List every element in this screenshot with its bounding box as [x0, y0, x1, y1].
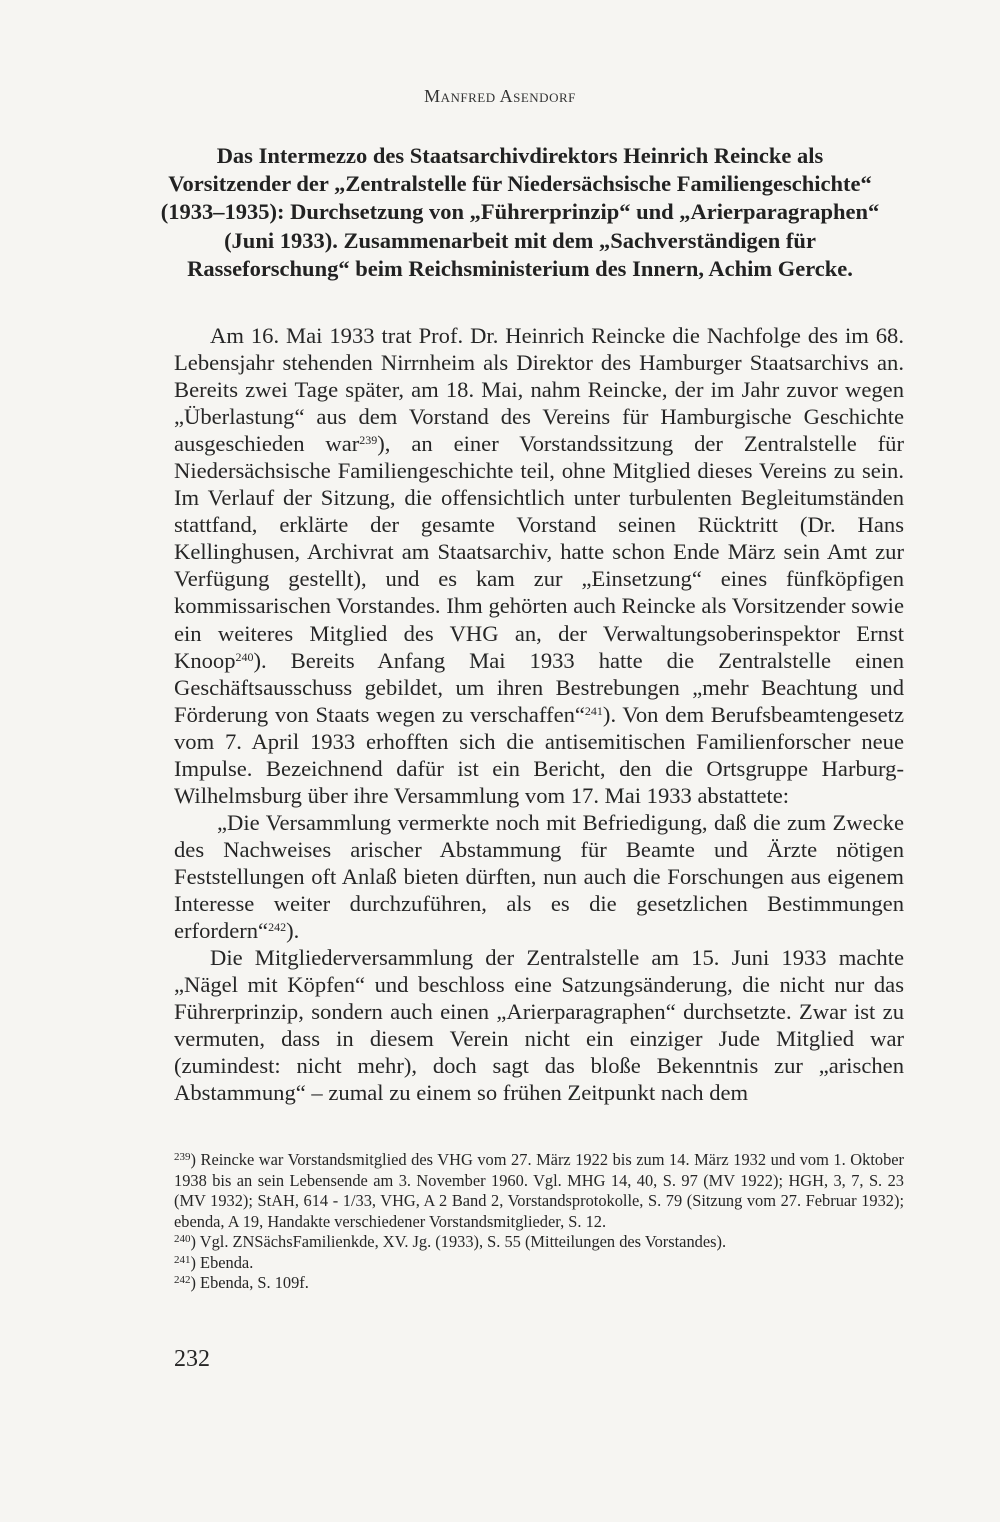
paragraph-text: ). Bereits Anfang Mai 1933 hatte die Zentralstelle einen Geschäftsausschuss gebildet, um ihren Bestrebungen „mehr Beachtung und Förderung von Staats wegen zu verschaffen“ [174, 647, 904, 727]
footnote-text: ) Reincke war Vorstandsmitglied des VHG vom 27. März 1922 bis zum 14. März 1932 und vom 1. Oktober 1938 bis an sein Lebensende am 3. November 1960. Vgl. MHG 14, 40, S. 97 (MV 1922); HGH, 3, 7, S. 23 (MV 1932); StAH, 614 - 1/33, VHG, A 2 Band 2, Vorstandsprotokolle, S. 79 (Sitzung vom 27. Februar 1932); ebenda, A 19, Handakte verschiedener Vorstandsmitglieder, S. 12. [174, 1150, 904, 1231]
paragraph-text: ). Von dem Berufsbeamtengesetz vom 7. April 1933 erhofften sich die antisemitischen Familienforscher neue Impulse. Bezeichnend dafür ist ein Bericht, den die Ortsgruppe Harburg-Wilhelmsburg über ihre Versammlung vom 17. Mai 1933 abstattete: [174, 701, 904, 808]
footnote-ref-242[interactable]: 242 [268, 920, 287, 935]
footnote-text: ) Vgl. ZNSächsFamilienkde, XV. Jg. (1933), S. 55 (Mitteilungen des Vorstandes). [190, 1232, 727, 1251]
footnotes [174, 1150, 904, 1294]
paragraph-2: Die Mitgliederversammlung der Zentralstelle am 15. Juni 1933 machte „Nägel mit Köpfen“ und beschloss eine Satzungsänderung, die nicht nur das Führerprinzip, sondern auch einen „Arierparagraphen“ durchsetzte. Zwar ist zu vermuten, dass in diesem Verein nicht ein einziger Jude Mitglied war (zumindest: nicht mehr), doch sagt das bloße Bekenntnis zur „arischen Abstammung“ – zumal zu einem so frühen Zeitpunkt nach dem [174, 945, 904, 1106]
body-text [174, 322, 904, 1106]
running-head: Manfred Asendorf [424, 86, 576, 106]
footnote-ref-239[interactable]: 239 [359, 433, 378, 448]
block-quote [174, 809, 904, 944]
footnote-number: 242 [174, 1274, 191, 1286]
footnote-text: ) Ebenda. [190, 1252, 254, 1272]
footnote-239 [174, 1150, 904, 1232]
quote-text: ). [286, 918, 300, 944]
footnote-ref-241[interactable]: 241 [584, 703, 603, 718]
paragraph-text: ), an einer Vorstandssitzung der Zentralstelle für Niedersächsische Familiengeschichte teil, ohne Mitglied dieses Vereins zu sein. Im Verlauf der Sitzung, die offensichtlich unter turbulenten Begleitumständen stattfand, erklärte der gesamte Vorstand seinen Rücktritt (Dr. Hans Kellinghusen, Archivrat am Staatsarchiv, hatte schon Ende März sein Amt zur Verfügung gestellt), und es kam zur „Einsetzung“ eines fünfköpfigen kommissarischen Vorstandes. Ihm gehörten auch Reincke als Vorsitzender sowie ein weiteres Mitglied des VHG an, der Verwaltungsoberinspektor Ernst Knoop [174, 431, 904, 673]
footnote-number: 241 [174, 1253, 191, 1266]
paragraph-1 [174, 322, 904, 809]
footnote-240 [174, 1232, 904, 1253]
footnote-242 [174, 1273, 904, 1294]
footnote-ref-240[interactable]: 240 [235, 649, 254, 664]
page-number: 232 [174, 1346, 210, 1372]
footnote-number: 239 [174, 1151, 191, 1163]
paragraph-text: Am 16. Mai 1933 trat Prof. Dr. Heinrich Reincke die Nachfolge des im 68. Lebensjahr stehenden Nirrnheim als Direktor des Hamburger Staatsarchivs an. Bereits zwei Tage später, am 18. Mai, nahm Reincke, der im Jahr zuvor wegen „Überlastung“ aus dem Vorstand des Vereins für Hamburgische Geschichte ausgeschieden war [174, 323, 904, 457]
quote-text: „Die Versammlung vermerkte noch mit Befriedigung, daß die zum Zwecke des Nachweises arischer Abstammung für Beamte und Ärzte nötigen Feststellungen oft Anlaß bieten dürften, nun auch die Forschungen aus eigenem Interesse weiter durchzuführen, als es die gesetzlichen Bestimmungen erfordern“ [174, 809, 904, 944]
footnote-241 [174, 1253, 904, 1274]
footnote-text: ) Ebenda, S. 109f. [190, 1273, 309, 1292]
section-heading: Das Intermezzo des Staatsarchivdirektors Heinrich Reincke als Vorsitzender der „Zentralstelle für Niedersächsische Familiengeschichte“ (1933–1935): Durchsetzung von „Führerprinzip“ und „Arierparagraphen“ (Juni 1933). Zusammenarbeit mit dem „Sachverständigen für Rasseforschung“ beim Reichsministerium des Innern, Achim Gercke. [160, 143, 880, 281]
footnote-number: 240 [174, 1233, 191, 1245]
